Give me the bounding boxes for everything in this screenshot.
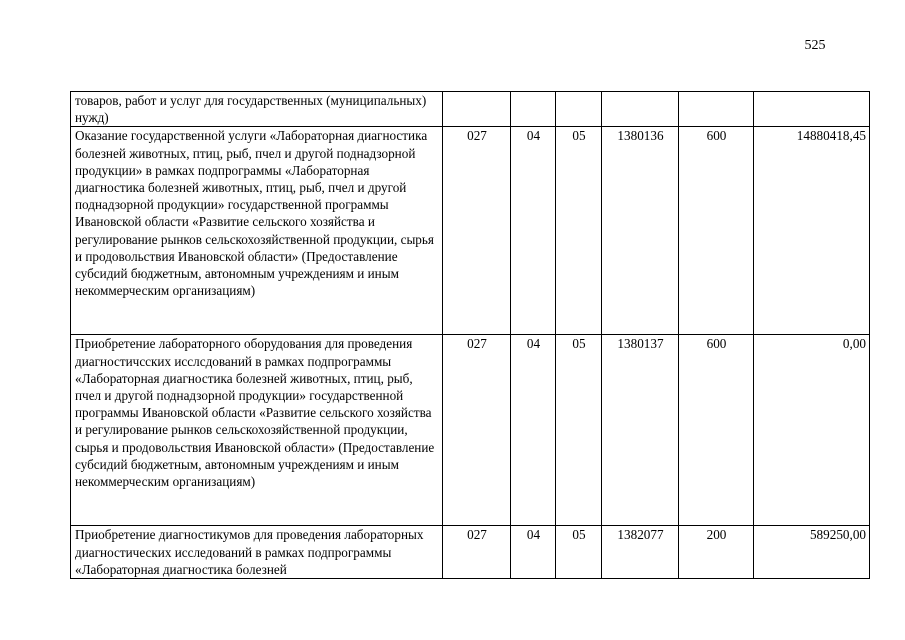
subsection-code-cell: 05 <box>556 526 602 579</box>
expense-type-cell <box>679 92 754 127</box>
row-name-cell: Приобретение диагностикумов для проведения лабораторных диагностических исследований в рамках подпрограммы «Лабораторная диагностика болезней <box>71 526 443 579</box>
row-name-cell: товаров, работ и услуг для государственных (муниципальных) нужд) <box>71 92 443 127</box>
table-row <box>71 92 870 127</box>
expense-type-cell: 200 <box>679 526 754 579</box>
target-code-cell: 1382077 <box>602 526 679 579</box>
table-row <box>71 127 870 335</box>
page-number: 525 <box>804 38 826 53</box>
row-name-cell: Оказание государственной услуги «Лабораторная диагностика болезней животных, птиц, рыб, пчел и другой поднадзорной продукции» в рамках подпрограммы «Лабораторная диагностика болезней животных, птиц, рыб, пчел и другой поднадзорной продукции» государственной программы Ивановской области «Развитие сельского хозяйства и регулирование рынков сельскохозяйственной продукции, сырья и продовольствия Ивановской области» (Предоставление субсидий бюджетным, автономным учреждениям и иным некоммерческим организациям) <box>71 127 443 335</box>
table-row <box>71 335 870 526</box>
section-code-cell: 04 <box>511 335 556 526</box>
admin-code-cell: 027 <box>443 127 511 335</box>
amount-cell <box>754 92 870 127</box>
admin-code-cell: 027 <box>443 526 511 579</box>
section-code-cell: 04 <box>511 526 556 579</box>
target-code-cell <box>602 92 679 127</box>
section-code-cell: 04 <box>511 127 556 335</box>
amount-cell: 589250,00 <box>754 526 870 579</box>
subsection-code-cell: 05 <box>556 127 602 335</box>
table-row <box>71 526 870 579</box>
target-code-cell: 1380137 <box>602 335 679 526</box>
amount-cell: 14880418,45 <box>754 127 870 335</box>
expense-type-cell: 600 <box>679 335 754 526</box>
subsection-code-cell <box>556 92 602 127</box>
target-code-cell: 1380136 <box>602 127 679 335</box>
amount-cell: 0,00 <box>754 335 870 526</box>
section-code-cell <box>511 92 556 127</box>
budget-table <box>70 91 870 579</box>
row-name-cell: Приобретение лабораторного оборудования для проведения диагностичсских исслсдований в рамках подпрограммы «Лабораторная диагностика болезней животных, птиц, рыб, пчел и другой поднадзорной продукции» государственной программы Ивановской области «Развитие сельского хозяйства и регулирование рынков сельскохозяйственной продукции, сырья и продовольствия Ивановской области» (Предоставление субсидий бюджетным, автономным учреждениям и иным некоммерческим организациям) <box>71 335 443 526</box>
admin-code-cell: 027 <box>443 335 511 526</box>
expense-type-cell: 600 <box>679 127 754 335</box>
subsection-code-cell: 05 <box>556 335 602 526</box>
admin-code-cell <box>443 92 511 127</box>
